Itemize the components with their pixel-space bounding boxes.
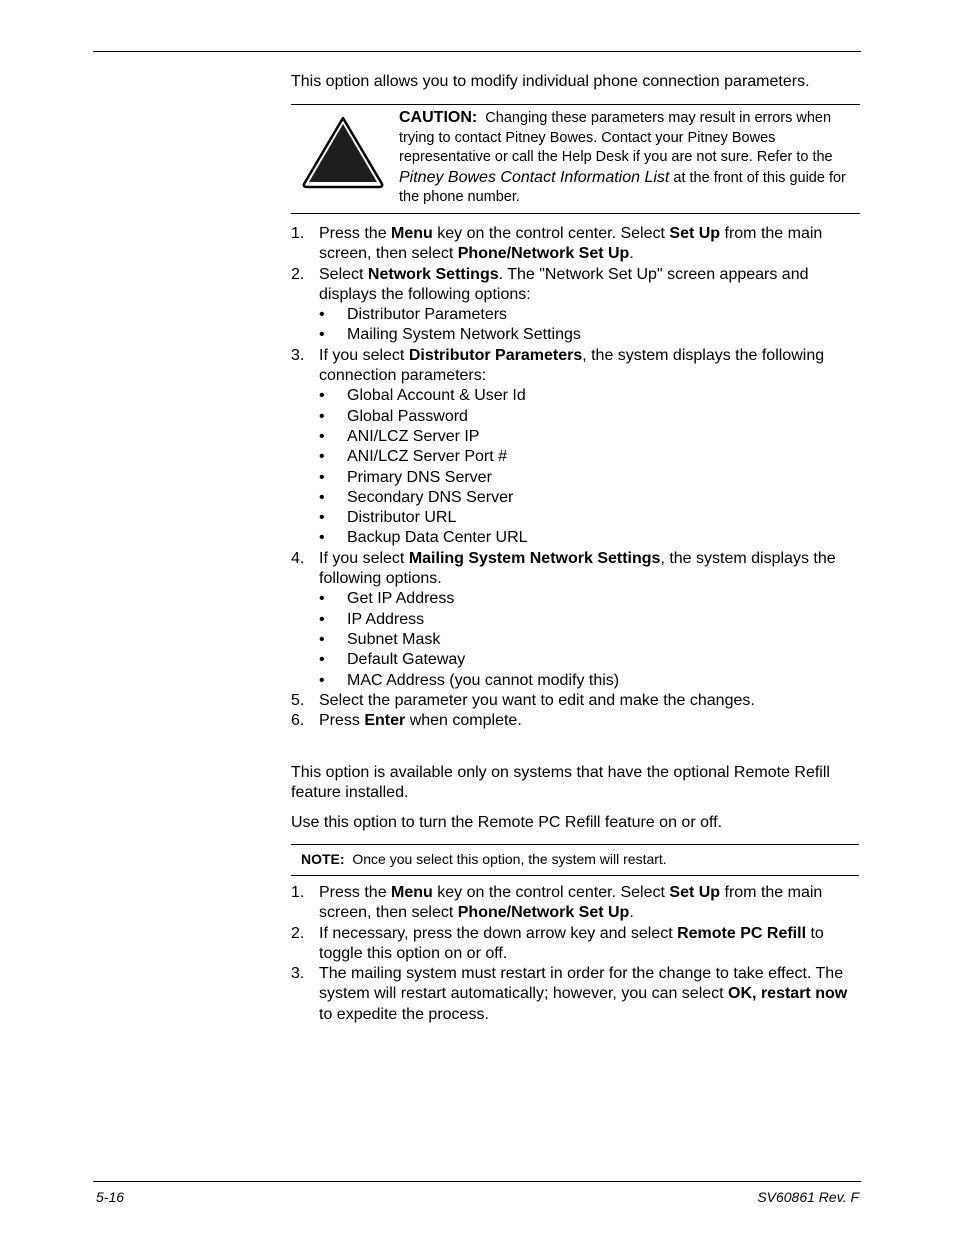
bullet-item [319, 468, 861, 488]
step-text: key on the control center. Select [432, 884, 670, 901]
bullet-text: Subnet Mask [347, 630, 441, 648]
step-bold: Distributor Parameters [408, 346, 583, 364]
step-number: 3. [291, 965, 305, 983]
bullet-item [319, 528, 861, 548]
step-number: 4. [291, 549, 305, 567]
step-number: 2. [291, 265, 305, 283]
step-text: when complete. [405, 712, 522, 730]
step-text: , the system displays the following options. [319, 549, 836, 588]
caution-label: CAUTION: [399, 109, 478, 126]
list-item [291, 265, 861, 346]
list-item [291, 924, 861, 965]
caution-text-b: at the front of this guide for the phone number. [399, 169, 846, 205]
caution-text [399, 108, 855, 208]
step-text: , the system displays the following connection parameters: [319, 346, 825, 385]
bullet-text: Default Gateway [347, 651, 466, 669]
step-bold: Enter [364, 712, 406, 730]
note-bottom-rule [291, 875, 859, 876]
step-bold: Menu [391, 884, 433, 901]
section2-paragraph-2: Use this option to turn the Remote PC Refill feature on or off. [291, 814, 723, 831]
bullet-text: Distributor URL [347, 509, 457, 527]
step-text: . The "Network Set Up" screen appears and displays the following options: [319, 265, 809, 303]
step-bold: Set Up [669, 884, 721, 901]
bullet-text: IP Address [347, 610, 425, 628]
step-bold: OK, restart now [728, 985, 848, 1003]
header-rule [93, 51, 861, 52]
bullet-icon: • [319, 326, 325, 344]
bullet-text: Mailing System Network Settings [347, 326, 581, 344]
footer-rule [93, 1181, 861, 1182]
bullet-item [319, 589, 861, 609]
bullet-text: Distributor Parameters [347, 306, 508, 324]
list-item [291, 224, 861, 265]
step-text: Select [319, 265, 368, 283]
bullet-text: MAC Address (you cannot modify this) [347, 671, 620, 689]
page-number: 5-16 [96, 1189, 125, 1205]
bullet-text: ANI/LCZ Server IP [347, 427, 480, 445]
bullet-item [319, 488, 861, 508]
step-text: If necessary, press the down arrow key and select [319, 924, 678, 942]
bullet-item [319, 407, 861, 427]
step-number: 1. [291, 884, 305, 901]
bullet-text: Secondary DNS Server [347, 488, 514, 506]
caution-bottom-rule [291, 213, 860, 214]
bullet-icon: • [319, 610, 325, 628]
caution-top-rule [291, 104, 860, 105]
step-number: 3. [291, 346, 305, 364]
bullet-item [319, 630, 861, 650]
caution-text-italic: Pitney Bowes Contact Information List [399, 168, 670, 186]
list-item [291, 691, 861, 711]
bullet-item [319, 650, 861, 670]
bullet-item [319, 325, 861, 345]
bullet-list [319, 305, 861, 346]
note-body: Once you select this option, the system will restart. [352, 851, 667, 867]
step-text: . [629, 904, 634, 922]
list-item [291, 711, 861, 731]
bullet-text: Global Account & User Id [347, 387, 526, 405]
step-text: from the main screen, then select [319, 884, 823, 922]
bullet-text: ANI/LCZ Server Port # [347, 448, 508, 466]
bullet-item [319, 447, 861, 467]
step-bold: Network Settings [367, 265, 499, 283]
step-bold: Remote PC Refill [677, 924, 807, 942]
step-text: from the main screen, then select [319, 225, 823, 263]
step-text: Press [319, 712, 365, 730]
bullet-icon: • [319, 468, 325, 486]
bullet-icon: • [319, 590, 325, 608]
bullet-icon: • [319, 488, 325, 506]
step-number: 2. [291, 924, 305, 942]
bullet-icon: • [319, 306, 325, 324]
document-id: SV60861 Rev. F [757, 1189, 859, 1205]
step-bold: Set Up [669, 225, 721, 242]
step-text: to toggle this option on or off. [319, 924, 824, 962]
list-item [291, 883, 861, 924]
step-number: 6. [291, 712, 305, 730]
step-bold: Menu [391, 225, 433, 242]
bullet-icon: • [319, 407, 325, 425]
bullet-item [319, 305, 861, 325]
intro-paragraph: This option allows you to modify individual phone connection parameters. [291, 73, 810, 90]
bullet-icon: • [319, 387, 325, 405]
bullet-icon: • [319, 529, 325, 547]
bullet-icon: • [319, 427, 325, 445]
note-top-rule [291, 844, 859, 845]
bullet-text: Backup Data Center URL [347, 529, 528, 547]
list-item [291, 346, 861, 549]
bullet-item [319, 671, 861, 691]
step-text: If you select [319, 549, 409, 567]
bullet-icon: • [319, 448, 325, 466]
bullet-list [319, 589, 861, 690]
step-bold: Mailing System Network Settings [408, 549, 661, 567]
bullet-item [319, 427, 861, 447]
note-label: NOTE: [301, 851, 345, 867]
step-number: 1. [291, 225, 305, 242]
bullet-icon: • [319, 630, 325, 648]
section2-paragraph-1: This option is available only on systems that have the optional Remote Refill feature installed. [291, 764, 830, 801]
step-text: . [629, 245, 634, 263]
list-item [291, 964, 861, 1025]
bullet-item [319, 508, 861, 528]
steps-list-2 [291, 883, 861, 1025]
bullet-icon: • [319, 509, 325, 527]
step-text: to expedite the process. [319, 1005, 489, 1023]
note-text [301, 850, 851, 868]
step-text: Select the parameter you want to edit and make the changes. [319, 691, 755, 709]
bullet-item [319, 610, 861, 630]
step-number: 5. [291, 691, 305, 709]
step-text: Press the [319, 225, 392, 242]
step-text: The mailing system must restart in order for the change to take effect. The system will restart automatically; however, you can select [319, 965, 844, 1003]
step-text: key on the control center. Select [432, 225, 670, 242]
bullet-text: Primary DNS Server [347, 468, 492, 486]
bullet-icon: • [319, 651, 325, 669]
bullet-text: Global Password [347, 407, 468, 425]
step-bold: Phone/Network Set Up [457, 245, 630, 263]
caution-text-a: Changing these parameters may result in errors when trying to contact Pitney Bowes. Contact your Pitney Bowes representative or call the Help Desk if you are not sure. Refer to the [399, 110, 833, 165]
bullet-icon: • [319, 671, 325, 689]
list-item [291, 549, 861, 691]
steps-list-1 [291, 224, 861, 731]
step-text: Press the [319, 884, 392, 901]
bullet-text: Get IP Address [347, 590, 455, 608]
bullet-list [319, 386, 861, 548]
step-bold: Phone/Network Set Up [457, 904, 630, 922]
step-text: If you select [319, 346, 409, 364]
warning-triangle-icon [301, 114, 385, 190]
bullet-item [319, 386, 861, 406]
